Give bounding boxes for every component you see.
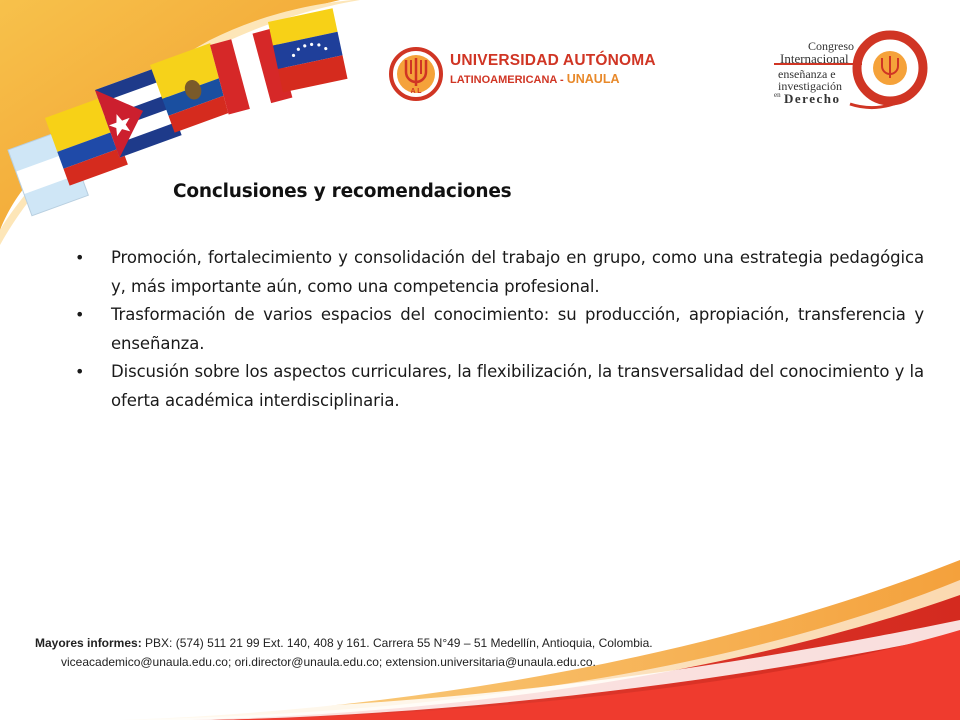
list-item	[72, 358, 924, 415]
list-item-text: Promoción, fortalecimiento y consolidación del trabajo en grupo, como una estrategia pedagógica y, más importante aún, como una competencia profesional.	[111, 248, 924, 296]
list-item	[72, 301, 924, 358]
congress-line4: investigación	[778, 79, 842, 93]
university-logo	[388, 44, 656, 104]
bullet-icon: •	[75, 305, 85, 324]
congress-logo	[770, 30, 930, 110]
congress-line2: Internacional	[780, 51, 849, 66]
emblem-text: A L	[410, 88, 422, 95]
list-item	[72, 244, 924, 301]
bullet-icon: •	[75, 248, 85, 267]
bullet-icon: •	[75, 362, 85, 381]
university-name-line2-a: LATINOAMERICANA -	[450, 74, 564, 86]
congress-line1: Congreso	[808, 39, 854, 53]
congress-line5-prefix: en	[774, 91, 781, 99]
list-item-text: Discusión sobre los aspectos curriculares, la flexibilización, la transversalidad del conocimiento y la oferta académica interdisciplinaria.	[111, 362, 924, 410]
footer-emails: viceacademico@unaula.edu.co; ori.director@unaula.edu.co; extension.universitaria@unaula.edu.co.	[61, 655, 596, 669]
conclusions-list	[72, 244, 924, 415]
list-item-text: Trasformación de varios espacios del conocimiento: su producción, apropiación, transferencia y enseñanza.	[111, 305, 924, 353]
slide-title: Conclusiones y recomendaciones	[173, 181, 512, 202]
university-name-line2	[450, 72, 620, 86]
congress-line5: Derecho	[784, 91, 841, 106]
university-name-line2-b: UNAULA	[566, 72, 620, 86]
university-name-line1: UNIVERSIDAD AUTÓNOMA	[450, 52, 656, 69]
footer-label: Mayores informes:	[35, 636, 142, 650]
university-emblem-icon	[388, 44, 444, 104]
congress-line3: enseñanza e	[778, 67, 836, 81]
footer-line1	[35, 634, 653, 653]
footer-contact	[35, 634, 653, 672]
footer-contact-details: PBX: (574) 511 21 99 Ext. 140, 408 y 161. Carrera 55 N°49 – 51 Medellín, Antioquia, Colombia.	[145, 636, 653, 650]
